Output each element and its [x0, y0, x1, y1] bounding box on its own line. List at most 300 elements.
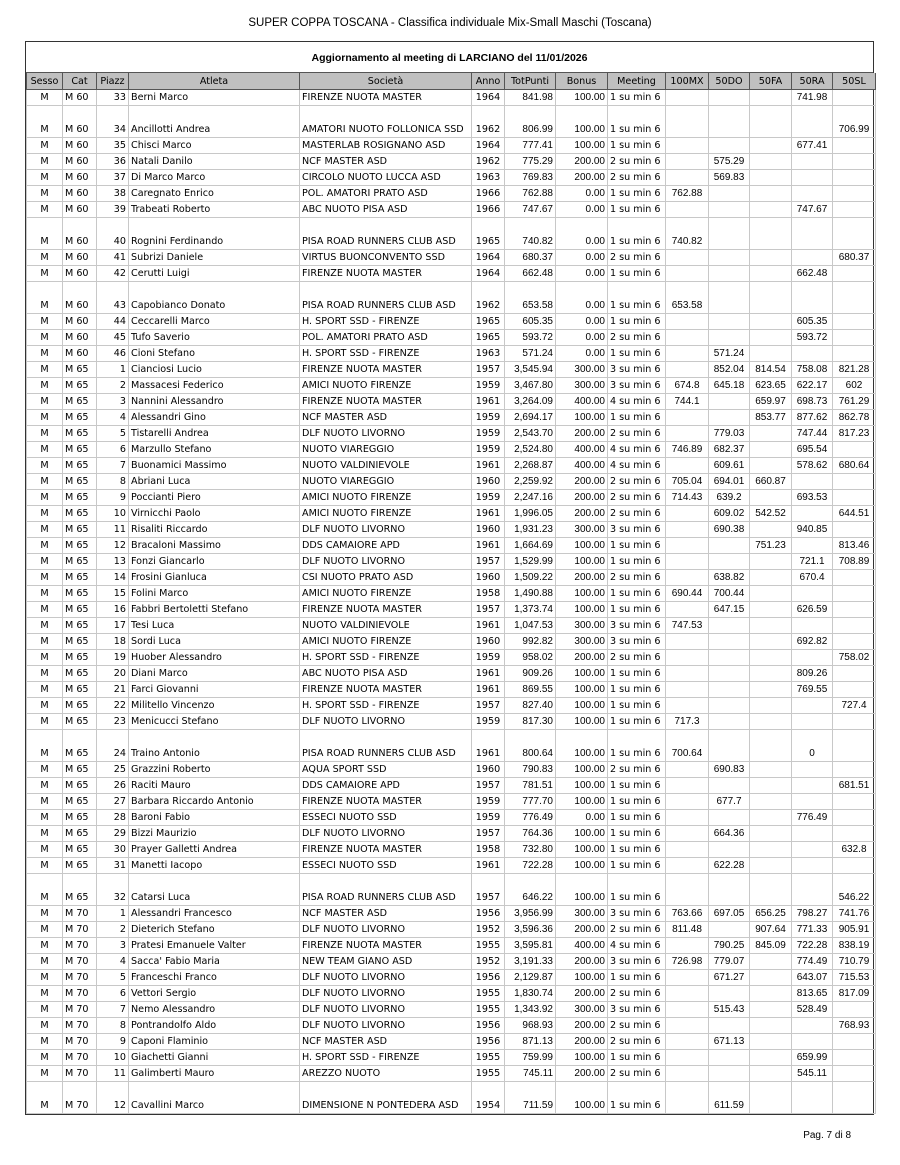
birth-year-cell: 1957 — [472, 698, 505, 714]
total-points-cell: 1,509.22 — [505, 570, 556, 586]
sesso-cell: M — [27, 410, 63, 426]
50fa-score-cell: 656.25 — [750, 906, 792, 922]
bonus-cell: 0.00 — [556, 218, 608, 250]
bonus-cell: 100.00 — [556, 1082, 608, 1114]
table-header-row — [27, 73, 876, 90]
100mx-score-cell — [666, 698, 709, 714]
50do-score-cell: 609.02 — [709, 506, 750, 522]
100mx-score-cell: 674.8 — [666, 378, 709, 394]
athlete-name-cell: Massacesi Federico — [129, 378, 300, 394]
table-row — [27, 346, 876, 362]
bonus-cell: 100.00 — [556, 90, 608, 106]
bonus-cell: 100.00 — [556, 410, 608, 426]
50fa-score-cell — [750, 618, 792, 634]
100mx-score-cell — [666, 1002, 709, 1018]
athlete-name-cell: Dieterich Stefano — [129, 922, 300, 938]
cat-cell: M 70 — [63, 906, 97, 922]
meeting-count-cell: 1 su min 6 — [608, 810, 666, 826]
cat-cell: M 65 — [63, 554, 97, 570]
meeting-count-cell: 1 su min 6 — [608, 410, 666, 426]
50ra-score-cell: 545.11 — [792, 1066, 833, 1082]
athlete-name-cell: Caregnato Enrico — [129, 186, 300, 202]
cat-cell: M 60 — [63, 186, 97, 202]
sesso-cell: M — [27, 490, 63, 506]
50do-score-cell — [709, 1066, 750, 1082]
50do-score-cell: 852.04 — [709, 362, 750, 378]
50fa-score-cell: 659.97 — [750, 394, 792, 410]
meeting-count-cell: 4 su min 6 — [608, 458, 666, 474]
50do-score-cell — [709, 202, 750, 218]
meeting-count-cell: 2 su min 6 — [608, 170, 666, 186]
cat-cell: M 60 — [63, 218, 97, 250]
birth-year-cell: 1964 — [472, 250, 505, 266]
placement-cell: 6 — [97, 986, 129, 1002]
sesso-cell: M — [27, 634, 63, 650]
bonus-cell: 200.00 — [556, 490, 608, 506]
50ra-score-cell: 693.53 — [792, 490, 833, 506]
50ra-score-cell: 692.82 — [792, 634, 833, 650]
bonus-cell: 200.00 — [556, 986, 608, 1002]
cat-cell: M 65 — [63, 474, 97, 490]
50fa-score-cell — [750, 202, 792, 218]
50do-score-cell: 622.28 — [709, 858, 750, 874]
athlete-name-cell: Barbara Riccardo Antonio — [129, 794, 300, 810]
50fa-score-cell — [750, 170, 792, 186]
placement-cell: 25 — [97, 762, 129, 778]
athlete-name-cell: Militello Vincenzo — [129, 698, 300, 714]
50fa-score-cell — [750, 1018, 792, 1034]
50ra-score-cell: 741.98 — [792, 90, 833, 106]
total-points-cell: 800.64 — [505, 730, 556, 762]
50sl-score-cell — [833, 218, 876, 250]
50ra-score-cell: 877.62 — [792, 410, 833, 426]
meeting-count-cell: 3 su min 6 — [608, 1002, 666, 1018]
club-cell: DLF NUOTO LIVORNO — [300, 826, 472, 842]
50do-score-cell — [709, 666, 750, 682]
meeting-count-cell: 2 su min 6 — [608, 154, 666, 170]
50sl-score-cell — [833, 858, 876, 874]
50fa-score-cell — [750, 874, 792, 906]
placement-cell: 7 — [97, 1002, 129, 1018]
birth-year-cell: 1961 — [472, 666, 505, 682]
athlete-name-cell: Traino Antonio — [129, 730, 300, 762]
100mx-score-cell: 763.66 — [666, 906, 709, 922]
50sl-score-cell — [833, 1050, 876, 1066]
bonus-cell: 100.00 — [556, 970, 608, 986]
bonus-cell: 200.00 — [556, 474, 608, 490]
bonus-cell: 200.00 — [556, 170, 608, 186]
bonus-cell: 100.00 — [556, 714, 608, 730]
sesso-cell: M — [27, 602, 63, 618]
50ra-score-cell — [792, 698, 833, 714]
meeting-count-cell: 1 su min 6 — [608, 282, 666, 314]
athlete-name-cell: Manetti Iacopo — [129, 858, 300, 874]
athlete-name-cell: Di Marco Marco — [129, 170, 300, 186]
50sl-score-cell — [833, 154, 876, 170]
athlete-name-cell: Pontrandolfo Aldo — [129, 1018, 300, 1034]
sesso-cell: M — [27, 378, 63, 394]
placement-cell: 44 — [97, 314, 129, 330]
total-points-cell: 909.26 — [505, 666, 556, 682]
sesso-cell: M — [27, 362, 63, 378]
sesso-cell: M — [27, 522, 63, 538]
table-row — [27, 938, 876, 954]
sesso-cell: M — [27, 650, 63, 666]
50ra-score-cell — [792, 618, 833, 634]
table-body — [27, 90, 876, 1114]
athlete-name-cell: Nannini Alessandro — [129, 394, 300, 410]
bonus-cell: 400.00 — [556, 938, 608, 954]
50fa-score-cell — [750, 602, 792, 618]
ranking-table — [26, 73, 876, 1114]
athlete-name-cell: Giachetti Gianni — [129, 1050, 300, 1066]
club-cell: AMATORI NUOTO FOLLONICA SSD — [300, 106, 472, 138]
sesso-cell: M — [27, 826, 63, 842]
cat-cell: M 65 — [63, 634, 97, 650]
100mx-score-cell — [666, 938, 709, 954]
bonus-cell: 200.00 — [556, 922, 608, 938]
sesso-cell: M — [27, 842, 63, 858]
100mx-score-cell — [666, 650, 709, 666]
50do-score-cell — [709, 986, 750, 1002]
50ra-score-cell: 721.1 — [792, 554, 833, 570]
table-row — [27, 842, 876, 858]
athlete-name-cell: Tufo Saverio — [129, 330, 300, 346]
athlete-name-cell: Buonamici Massimo — [129, 458, 300, 474]
50fa-score-cell: 853.77 — [750, 410, 792, 426]
cat-cell: M 60 — [63, 106, 97, 138]
bonus-cell: 100.00 — [556, 602, 608, 618]
100mx-score-cell — [666, 554, 709, 570]
club-cell: ESSECI NUOTO SSD — [300, 858, 472, 874]
meeting-count-cell: 1 su min 6 — [608, 186, 666, 202]
club-cell: CIRCOLO NUOTO LUCCA ASD — [300, 170, 472, 186]
birth-year-cell: 1960 — [472, 570, 505, 586]
50ra-score-cell: 593.72 — [792, 330, 833, 346]
bonus-cell: 100.00 — [556, 106, 608, 138]
meeting-count-cell: 1 su min 6 — [608, 730, 666, 762]
50do-score-cell: 639.2 — [709, 490, 750, 506]
placement-cell: 3 — [97, 394, 129, 410]
birth-year-cell: 1961 — [472, 458, 505, 474]
table-row — [27, 426, 876, 442]
club-cell: NUOTO VIAREGGIO — [300, 442, 472, 458]
club-cell: DLF NUOTO LIVORNO — [300, 554, 472, 570]
table-row — [27, 666, 876, 682]
bonus-cell: 100.00 — [556, 538, 608, 554]
placement-cell: 12 — [97, 538, 129, 554]
50do-score-cell: 779.03 — [709, 426, 750, 442]
column-header-50ra: 50RA — [792, 73, 833, 90]
50fa-score-cell: 542.52 — [750, 506, 792, 522]
club-cell: CSI NUOTO PRATO ASD — [300, 570, 472, 586]
placement-cell: 1 — [97, 362, 129, 378]
total-points-cell: 1,529.99 — [505, 554, 556, 570]
placement-cell: 33 — [97, 90, 129, 106]
placement-cell: 16 — [97, 602, 129, 618]
total-points-cell: 1,047.53 — [505, 618, 556, 634]
100mx-score-cell — [666, 538, 709, 554]
meeting-count-cell: 1 su min 6 — [608, 794, 666, 810]
cat-cell: M 65 — [63, 714, 97, 730]
birth-year-cell: 1963 — [472, 170, 505, 186]
50do-score-cell — [709, 682, 750, 698]
table-row — [27, 314, 876, 330]
50ra-score-cell — [792, 858, 833, 874]
50ra-score-cell — [792, 474, 833, 490]
club-cell: FIRENZE NUOTA MASTER — [300, 90, 472, 106]
50sl-score-cell: 838.19 — [833, 938, 876, 954]
50do-score-cell — [709, 650, 750, 666]
cat-cell: M 70 — [63, 922, 97, 938]
bonus-cell: 200.00 — [556, 506, 608, 522]
50do-score-cell: 515.43 — [709, 1002, 750, 1018]
100mx-score-cell — [666, 874, 709, 906]
club-cell: DDS CAMAIORE APD — [300, 538, 472, 554]
athlete-name-cell: Frosini Gianluca — [129, 570, 300, 586]
birth-year-cell: 1963 — [472, 346, 505, 362]
50fa-score-cell — [750, 714, 792, 730]
athlete-name-cell: Pratesi Emanuele Valter — [129, 938, 300, 954]
50sl-score-cell — [833, 474, 876, 490]
50ra-score-cell — [792, 506, 833, 522]
table-row — [27, 458, 876, 474]
birth-year-cell: 1964 — [472, 138, 505, 154]
50ra-score-cell: 0 — [792, 730, 833, 762]
total-points-cell: 769.83 — [505, 170, 556, 186]
50do-score-cell: 609.61 — [709, 458, 750, 474]
sesso-cell: M — [27, 90, 63, 106]
sesso-cell: M — [27, 474, 63, 490]
total-points-cell: 1,931.23 — [505, 522, 556, 538]
bonus-cell: 200.00 — [556, 1018, 608, 1034]
50ra-score-cell — [792, 218, 833, 250]
50ra-score-cell: 605.35 — [792, 314, 833, 330]
50sl-score-cell — [833, 1034, 876, 1050]
bonus-cell: 200.00 — [556, 154, 608, 170]
athlete-name-cell: Poccianti Piero — [129, 490, 300, 506]
placement-cell: 9 — [97, 1034, 129, 1050]
50sl-score-cell — [833, 522, 876, 538]
club-cell: FIRENZE NUOTA MASTER — [300, 682, 472, 698]
50do-score-cell: 690.38 — [709, 522, 750, 538]
club-cell: PISA ROAD RUNNERS CLUB ASD — [300, 730, 472, 762]
50fa-score-cell — [750, 442, 792, 458]
club-cell: AMICI NUOTO FIRENZE — [300, 634, 472, 650]
sesso-cell: M — [27, 442, 63, 458]
50sl-score-cell — [833, 330, 876, 346]
50do-score-cell — [709, 1018, 750, 1034]
birth-year-cell: 1957 — [472, 362, 505, 378]
sesso-cell: M — [27, 1082, 63, 1114]
cat-cell: M 65 — [63, 490, 97, 506]
50fa-score-cell — [750, 730, 792, 762]
placement-cell: 1 — [97, 906, 129, 922]
club-cell: FIRENZE NUOTA MASTER — [300, 842, 472, 858]
club-cell: NEW TEAM GIANO ASD — [300, 954, 472, 970]
50sl-score-cell — [833, 762, 876, 778]
50do-score-cell — [709, 410, 750, 426]
50ra-score-cell: 747.67 — [792, 202, 833, 218]
bonus-cell: 0.00 — [556, 282, 608, 314]
50do-score-cell — [709, 730, 750, 762]
placement-cell: 9 — [97, 490, 129, 506]
cat-cell: M 60 — [63, 154, 97, 170]
table-row — [27, 138, 876, 154]
athlete-name-cell: Farci Giovanni — [129, 682, 300, 698]
table-row — [27, 282, 876, 314]
table-row — [27, 906, 876, 922]
50sl-score-cell — [833, 442, 876, 458]
club-cell: AMICI NUOTO FIRENZE — [300, 490, 472, 506]
club-cell: FIRENZE NUOTA MASTER — [300, 794, 472, 810]
athlete-name-cell: Rognini Ferdinando — [129, 218, 300, 250]
50fa-score-cell — [750, 762, 792, 778]
total-points-cell: 3,545.94 — [505, 362, 556, 378]
50ra-score-cell — [792, 186, 833, 202]
50fa-score-cell: 907.64 — [750, 922, 792, 938]
total-points-cell: 1,664.69 — [505, 538, 556, 554]
meeting-count-cell: 2 su min 6 — [608, 986, 666, 1002]
birth-year-cell: 1961 — [472, 618, 505, 634]
100mx-score-cell: 746.89 — [666, 442, 709, 458]
50ra-score-cell — [792, 106, 833, 138]
50fa-score-cell — [750, 986, 792, 1002]
athlete-name-cell: Marzullo Stefano — [129, 442, 300, 458]
athlete-name-cell: Capobianco Donato — [129, 282, 300, 314]
club-cell: AMICI NUOTO FIRENZE — [300, 586, 472, 602]
cat-cell: M 65 — [63, 410, 97, 426]
50do-score-cell: 575.29 — [709, 154, 750, 170]
cat-cell: M 65 — [63, 586, 97, 602]
birth-year-cell: 1959 — [472, 714, 505, 730]
club-cell: H. SPORT SSD - FIRENZE — [300, 650, 472, 666]
placement-cell: 19 — [97, 650, 129, 666]
birth-year-cell: 1955 — [472, 938, 505, 954]
total-points-cell: 1,373.74 — [505, 602, 556, 618]
sesso-cell: M — [27, 874, 63, 906]
birth-year-cell: 1961 — [472, 858, 505, 874]
athlete-name-cell: Galimberti Mauro — [129, 1066, 300, 1082]
cat-cell: M 65 — [63, 778, 97, 794]
meeting-count-cell: 2 su min 6 — [608, 250, 666, 266]
meeting-count-cell: 1 su min 6 — [608, 602, 666, 618]
50sl-score-cell: 758.02 — [833, 650, 876, 666]
bonus-cell: 0.00 — [556, 314, 608, 330]
50fa-score-cell — [750, 586, 792, 602]
bonus-cell: 0.00 — [556, 186, 608, 202]
50do-score-cell — [709, 618, 750, 634]
meeting-count-cell: 2 su min 6 — [608, 1066, 666, 1082]
birth-year-cell: 1958 — [472, 586, 505, 602]
birth-year-cell: 1962 — [472, 154, 505, 170]
bonus-cell: 100.00 — [556, 730, 608, 762]
birth-year-cell: 1966 — [472, 202, 505, 218]
total-points-cell: 1,490.88 — [505, 586, 556, 602]
50do-score-cell — [709, 922, 750, 938]
sesso-cell: M — [27, 698, 63, 714]
50fa-score-cell — [750, 138, 792, 154]
cat-cell: M 70 — [63, 1034, 97, 1050]
sesso-cell: M — [27, 1002, 63, 1018]
bonus-cell: 200.00 — [556, 570, 608, 586]
athlete-name-cell: Franceschi Franco — [129, 970, 300, 986]
birth-year-cell: 1962 — [472, 282, 505, 314]
50sl-score-cell — [833, 714, 876, 730]
total-points-cell: 968.93 — [505, 1018, 556, 1034]
athlete-name-cell: Abriani Luca — [129, 474, 300, 490]
birth-year-cell: 1956 — [472, 1018, 505, 1034]
50sl-score-cell: 602 — [833, 378, 876, 394]
total-points-cell: 992.82 — [505, 634, 556, 650]
cat-cell: M 60 — [63, 330, 97, 346]
meeting-count-cell: 3 su min 6 — [608, 522, 666, 538]
table-row — [27, 378, 876, 394]
50sl-score-cell — [833, 794, 876, 810]
table-row — [27, 410, 876, 426]
50sl-score-cell — [833, 1002, 876, 1018]
50ra-score-cell: 769.55 — [792, 682, 833, 698]
50ra-score-cell — [792, 842, 833, 858]
50sl-score-cell — [833, 170, 876, 186]
total-points-cell: 869.55 — [505, 682, 556, 698]
50ra-score-cell: 774.49 — [792, 954, 833, 970]
birth-year-cell: 1959 — [472, 378, 505, 394]
50sl-score-cell: 817.09 — [833, 986, 876, 1002]
sesso-cell: M — [27, 618, 63, 634]
50fa-score-cell — [750, 1050, 792, 1066]
birth-year-cell: 1962 — [472, 106, 505, 138]
placement-cell: 20 — [97, 666, 129, 682]
meeting-count-cell: 1 su min 6 — [608, 970, 666, 986]
meeting-count-cell: 2 su min 6 — [608, 1018, 666, 1034]
document-title: SUPER COPPA TOSCANA - Classifica individuale Mix-Small Maschi (Toscana) — [248, 17, 652, 29]
sesso-cell: M — [27, 282, 63, 314]
club-cell: FIRENZE NUOTA MASTER — [300, 362, 472, 378]
placement-cell: 11 — [97, 522, 129, 538]
50do-score-cell — [709, 90, 750, 106]
50fa-score-cell: 751.23 — [750, 538, 792, 554]
birth-year-cell: 1959 — [472, 794, 505, 810]
bonus-cell: 200.00 — [556, 426, 608, 442]
50fa-score-cell — [750, 634, 792, 650]
50do-score-cell — [709, 1050, 750, 1066]
100mx-score-cell — [666, 1034, 709, 1050]
50do-score-cell: 571.24 — [709, 346, 750, 362]
sesso-cell: M — [27, 538, 63, 554]
100mx-score-cell — [666, 90, 709, 106]
placement-cell: 3 — [97, 938, 129, 954]
athlete-name-cell: Trabeati Roberto — [129, 202, 300, 218]
table-row — [27, 922, 876, 938]
50do-score-cell — [709, 394, 750, 410]
table-row — [27, 714, 876, 730]
meeting-count-cell: 2 su min 6 — [608, 474, 666, 490]
50fa-score-cell — [750, 554, 792, 570]
50ra-score-cell — [792, 826, 833, 842]
50ra-score-cell — [792, 1082, 833, 1114]
50do-score-cell: 671.13 — [709, 1034, 750, 1050]
birth-year-cell: 1961 — [472, 730, 505, 762]
meeting-count-cell: 3 su min 6 — [608, 954, 666, 970]
athlete-name-cell: Risaliti Riccardo — [129, 522, 300, 538]
club-cell: DIMENSIONE N PONTEDERA ASD — [300, 1082, 472, 1114]
50fa-score-cell — [750, 698, 792, 714]
sesso-cell: M — [27, 106, 63, 138]
birth-year-cell: 1956 — [472, 906, 505, 922]
club-cell: H. SPORT SSD - FIRENZE — [300, 1050, 472, 1066]
100mx-score-cell: 747.53 — [666, 618, 709, 634]
